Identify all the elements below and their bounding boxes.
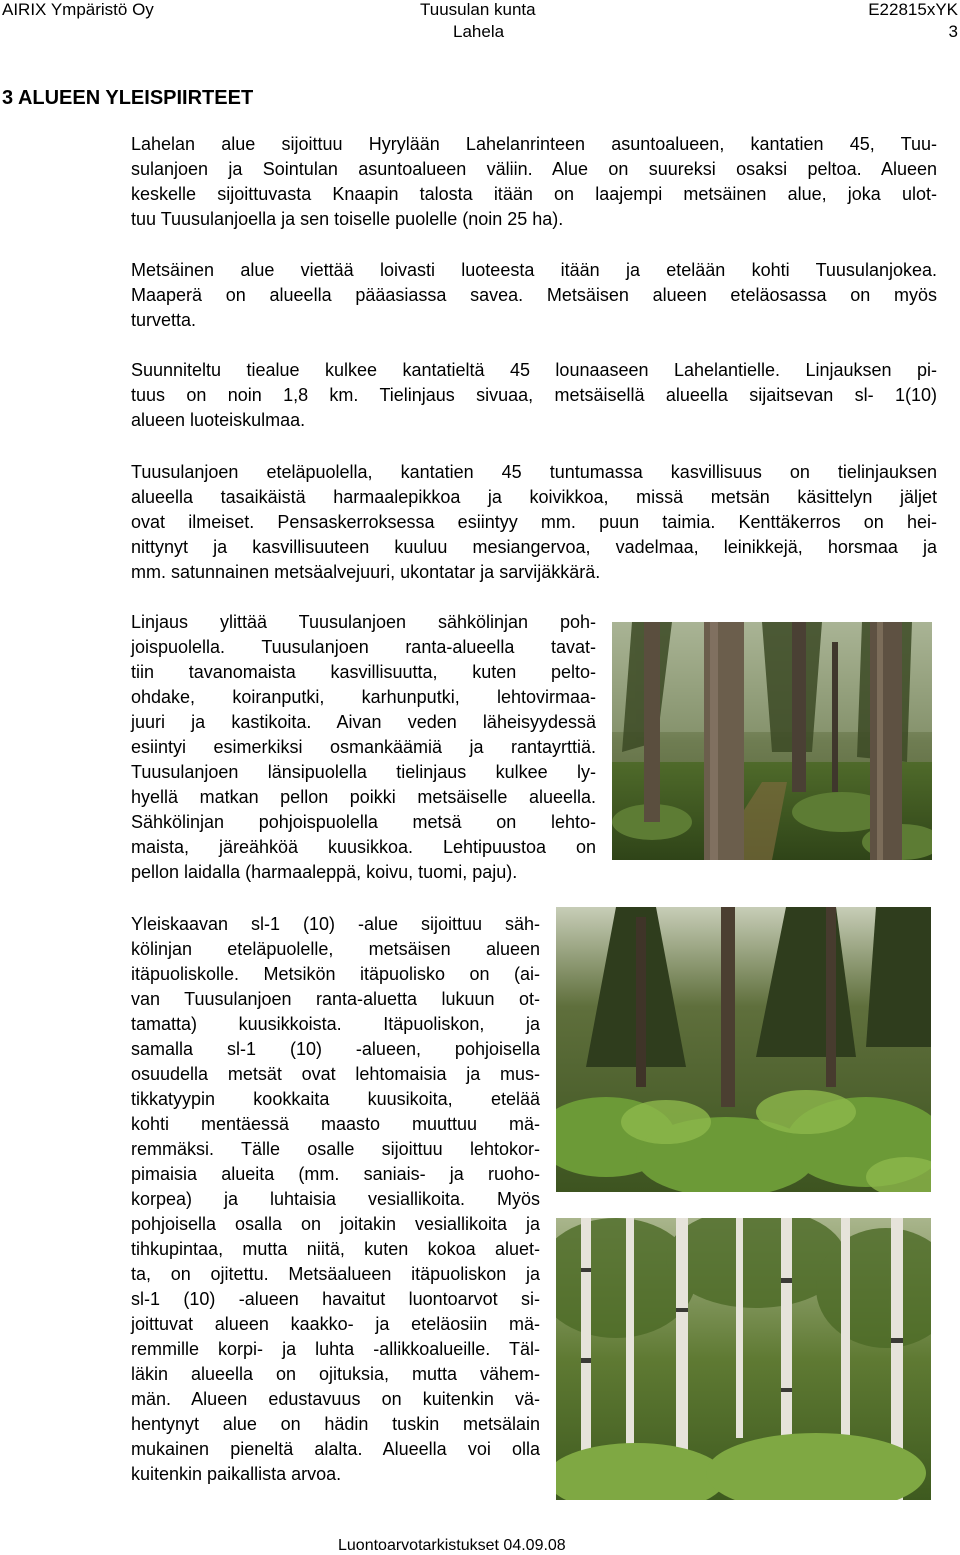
text-line: turvetta. [131,310,197,330]
paragraph-3 [131,358,937,433]
text-line: alueella tasaikäistä harmaalepikkoa ja koivikkoa, missä metsän käsittelyn jäljet [131,487,937,507]
text-line: Tuusulanjoen eteläpuolella, kantatien 45 tuntumassa kasvillisuus on tielinjauksen [131,462,937,482]
forest-photo-ferns [556,907,931,1192]
header-page-number: 3 [948,22,958,41]
text-line: Suunniteltu tiealue kulkee kantatieltä 45 lounaaseen Lahelantielle. Linjauksen pi- [131,360,937,380]
text-line: mm. satunnainen metsäalvejuuri, ukontatar ja sarvijäkkärä. [131,562,601,582]
header-doc-id: E22815xYK [868,0,958,19]
text-line: läkin alueella on ojituksia, mutta vähem- [131,1364,540,1384]
text-line: kuitenkin paikallista arvoa. [131,1464,342,1484]
text-line: osuudella metsät ovat lehtomaisia ja mus- [131,1064,540,1084]
text-line: joittuvat alueen kaakko- ja eteläosiin mä- [131,1314,540,1334]
text-line: tikkatyypin kookkaita kuusikoita, etelää [131,1089,540,1109]
text-line: ta, on ojitettu. Metsäalueen itäpuoliskon ja [131,1264,540,1284]
text-line: tihkupintaa, mutta niitä, kuten kokoa aluet- [131,1239,540,1259]
section-title: 3 ALUEEN YLEISPIIRTEET [2,87,254,109]
header-company: AIRIX Ympäristö Oy [2,0,154,19]
text-line: van Tuusulanjoen ranta-aluetta lukuun ot- [131,989,540,1009]
text-line: hyellä matkan pellon poikki metsäiselle alueella. [131,787,596,807]
text-line: Yleiskaavan sl-1 (10) -alue sijoittuu säh- [131,914,540,934]
text-line: tamatta) kuusikkoista. Itäpuoliskon, ja [131,1014,540,1034]
text-line: tuus on noin 1,8 km. Tielinjaus sivuaa, metsäisellä alueella sijaitsevan sl- 1(10) [131,385,937,405]
paragraph-4 [131,460,937,585]
header-area: Lahela [453,22,505,41]
text-line: pimaisia alueita (mm. saniais- ja ruoho- [131,1164,540,1184]
text-line: sulanjoen ja Sointulan asuntoalueen väliin. Alue on suureksi osaksi peltoa. Alueen [131,159,937,179]
text-line: juuri ja kastikoita. Aivan veden läheisyydessä [131,712,596,732]
paragraph-5 [131,610,596,885]
text-line: Lahelan alue sijoittuu Hyrylään Lahelanrinteen asuntoalueen, kantatien 45, Tuu- [131,134,937,154]
text-line: keskelle sijoittuvasta Knaapin talosta itään on laajempi metsäinen alue, joka ulot- [131,184,937,204]
text-line: Linjaus ylittää Tuusulanjoen sähkölinjan poh- [131,612,596,632]
text-line: samalla sl-1 (10) -alueen, pohjoisella [131,1039,540,1059]
text-line: alueen luoteiskulmaa. [131,410,306,430]
text-line: män. Alueen edustavuus on kuitenkin vä- [131,1389,540,1409]
text-line: maista, järeähköä kuusikkoa. Lehtipuustoa on [131,837,596,857]
text-line: ovat ilmeiset. Pensaskerroksessa esiintyy mm. puun taimia. Kenttäkerros on hei- [131,512,937,532]
text-line: Metsäinen alue viettää loivasti luoteesta itään ja etelään kohti Tuusulanjokea. [131,260,937,280]
text-line: tuu Tuusulanjoella ja sen toiselle puolelle (noin 25 ha). [131,209,564,229]
paragraph-1 [131,132,937,232]
forest-photo-birch [556,1218,931,1500]
text-line: nittynyt ja kasvillisuuteen kuuluu mesiangervoa, vadelmaa, leinikkejä, horsmaa ja [131,537,937,557]
text-line: Tuusulanjoen länsipuolella tielinjaus kulkee ly- [131,762,596,782]
text-line: remmille korpi- ja luhta -allikkoalueille. Täl- [131,1339,540,1359]
header-client: Tuusulan kunta [420,0,536,19]
text-line: sl-1 (10) -alueen havaitut luontoarvot si- [131,1289,540,1309]
text-line: tiin tavanomaista kasvillisuutta, kuten pelto- [131,662,596,682]
text-line: korpea) ja luhtaisia vesiallikoita. Myös [131,1189,540,1209]
text-line: Maaperä on alueella pääasiassa savea. Metsäisen alueen eteläosassa on myös [131,285,937,305]
text-line: mukainen pieneltä alalta. Alueella voi olla [131,1439,540,1459]
text-line: ohdake, koiranputki, karhunputki, lehtovirmaa- [131,687,596,707]
text-line: pellon laidalla (harmaaleppä, koivu, tuomi, paju). [131,862,518,882]
text-line: Sähkölinjan pohjoispuolella metsä on lehto- [131,812,596,832]
text-line: kohti mentäessä maasto muuttuu mä- [131,1114,540,1134]
text-line: kölinjan eteläpuolelle, metsäisen alueen [131,939,540,959]
paragraph-6 [131,912,540,1487]
text-line: hentynyt alue on hädin tuskin metsälain [131,1414,540,1434]
text-line: joispuolella. Tuusulanjoen ranta-alueella tavat- [131,637,596,657]
paragraph-2 [131,258,937,333]
forest-photo-spruce [612,622,932,860]
text-line: remmäksi. Tälle osalle sijoittuu lehtokor- [131,1139,540,1159]
text-line: esiintyi esimerkiksi osmankäämiä ja rantayrttiä. [131,737,596,757]
footer-text: Luontoarvotarkistukset 04.09.08 [338,1537,566,1554]
text-line: itäpuoliskolle. Metsikön itäpuolisko on (ai- [131,964,540,984]
text-line: pohjoisella osalla on joitakin vesiallikoita ja [131,1214,540,1234]
